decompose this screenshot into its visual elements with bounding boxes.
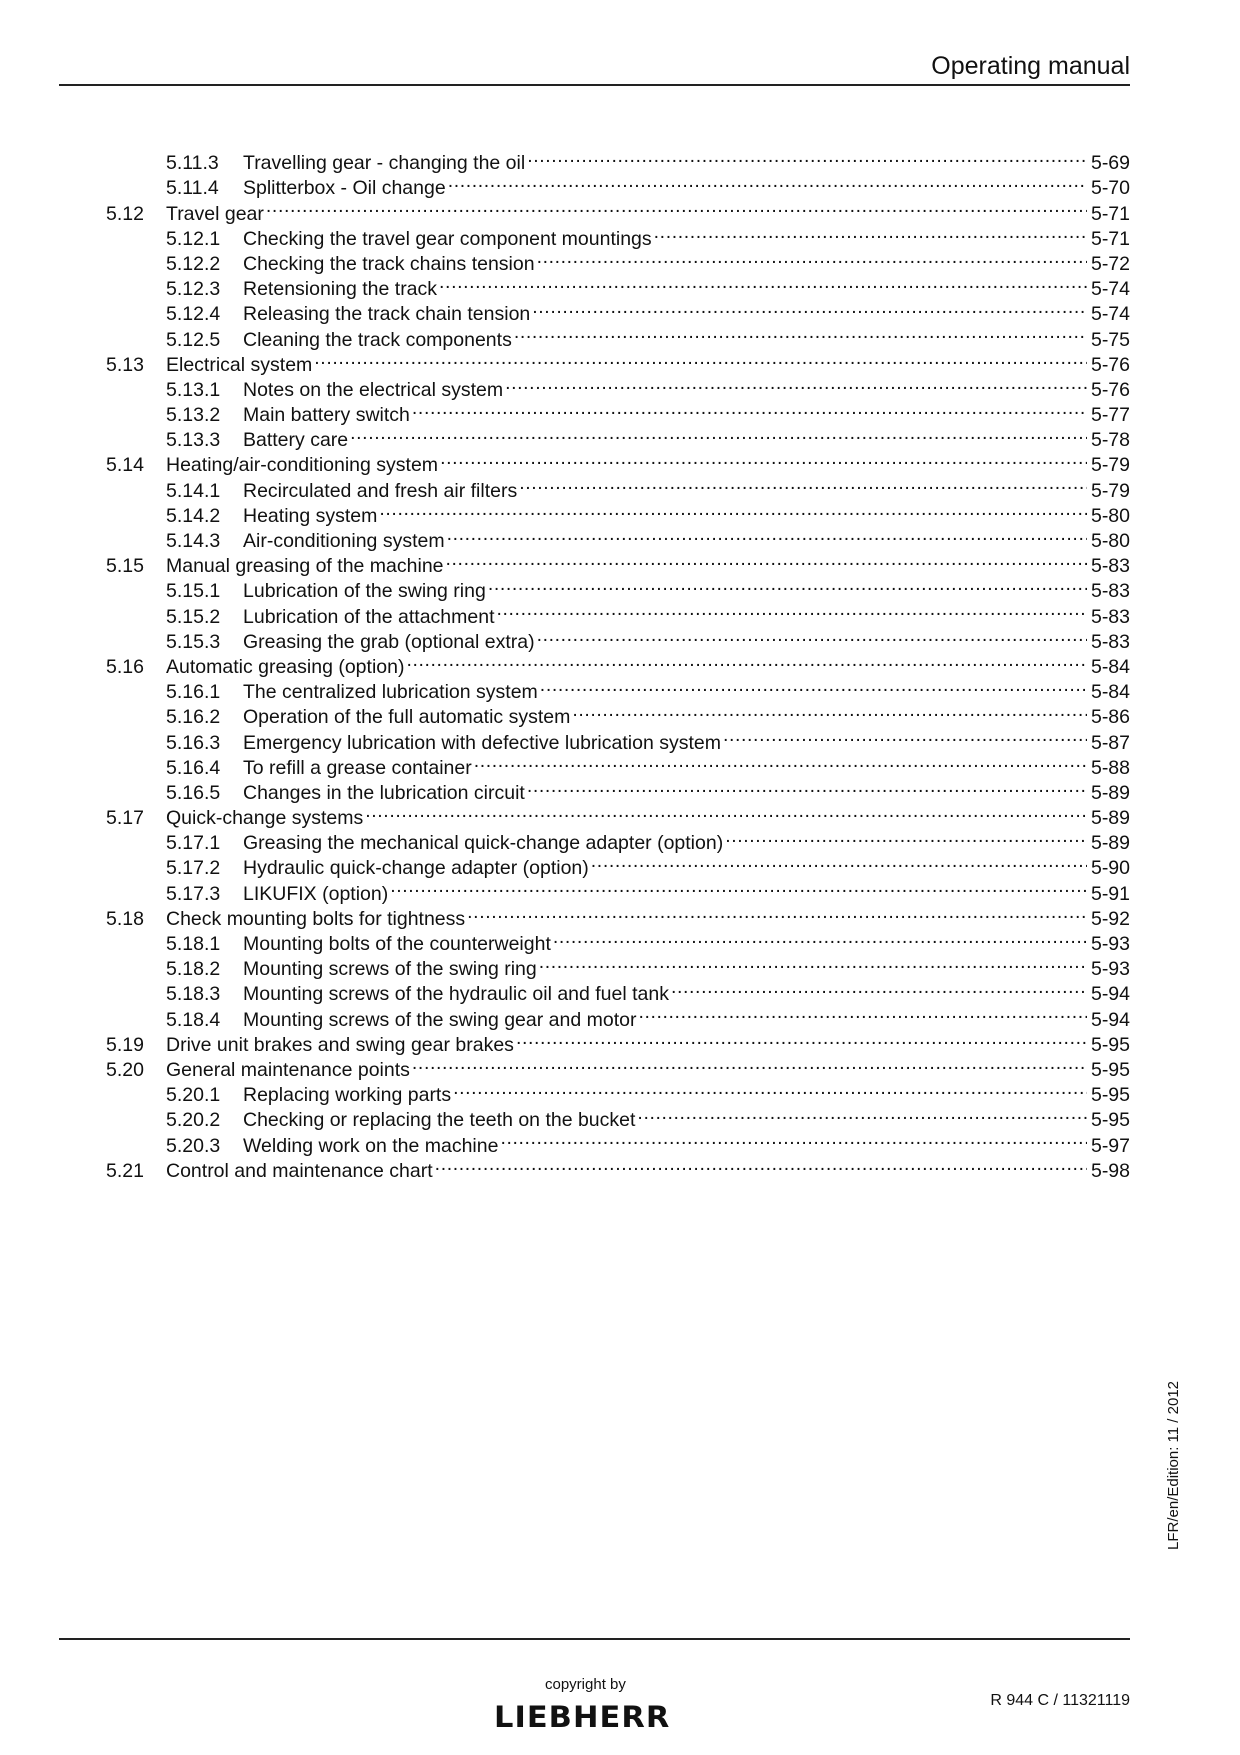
toc-leader-dots	[314, 346, 1087, 371]
toc-entry-number: 5.15.3	[166, 630, 221, 653]
toc-entry[interactable]	[106, 623, 1130, 653]
toc-entry-title: Changes in the lubrication circuit	[243, 781, 525, 804]
toc-entry-number: 5.12.4	[166, 303, 221, 326]
toc-leader-dots	[412, 1051, 1087, 1076]
toc-entry-number: 5.12	[106, 202, 144, 225]
toc-entry-number: 5.17.2	[166, 857, 221, 880]
toc-entry-title: Mounting screws of the hydraulic oil and fuel tank	[243, 983, 669, 1006]
toc-entry-page: 5-75	[1090, 328, 1130, 351]
toc-entry-number: 5.18.1	[166, 933, 221, 955]
toc-entry-page: 5-79	[1090, 479, 1130, 502]
toc-entry-page: 5-95	[1090, 1084, 1130, 1107]
toc-entry-title: Air-conditioning system	[243, 530, 445, 552]
toc-leader-dots	[637, 1101, 1087, 1126]
toc-leader-dots	[446, 547, 1087, 572]
toc-entry-number: 5.13.2	[166, 404, 221, 427]
toc-entry-number: 5.18.2	[166, 958, 221, 981]
toc-entry-number: 5.20.3	[166, 1134, 221, 1157]
toc-entry-number: 5.16	[106, 655, 144, 678]
toc-entry-page: 5-83	[1090, 630, 1130, 653]
toc-leader-dots	[537, 623, 1087, 648]
toc-entry-page: 5-71	[1090, 227, 1130, 250]
toc-entry[interactable]	[106, 547, 1130, 578]
toc-entry-page: 5-91	[1090, 882, 1130, 905]
toc-entry[interactable]	[106, 245, 1130, 275]
toc-entry[interactable]	[106, 1026, 1130, 1056]
toc-entry-number: 5.18.3	[166, 983, 221, 1006]
toc-entry-number: 5.14.2	[166, 504, 221, 527]
toc-entry-page: 5-80	[1090, 504, 1130, 527]
toc-entry-title: Travelling gear - changing the oil	[243, 152, 526, 175]
toc-entry-title: Welding work on the machine	[243, 1134, 499, 1157]
toc-entry[interactable]	[106, 1000, 1130, 1031]
toc-entry-page: 5-84	[1090, 681, 1130, 704]
toc-entry[interactable]	[106, 572, 1130, 603]
toc-entry-page: 5-72	[1090, 252, 1130, 275]
toc-leader-dots	[266, 194, 1087, 219]
toc-entry[interactable]	[106, 1101, 1130, 1132]
toc-entry[interactable]	[106, 799, 1130, 830]
toc-entry-page: 5-69	[1090, 152, 1130, 175]
logo-text: LIEBHERR	[494, 1700, 671, 1734]
toc-entry-title: LIKUFIX (option)	[243, 882, 389, 905]
toc-entry-number: 5.16.4	[166, 756, 221, 779]
toc-entry-page: 5-93	[1090, 958, 1130, 981]
toc-entry-page: 5-95	[1090, 1109, 1130, 1132]
table-of-contents	[106, 144, 1130, 1182]
toc-leader-dots	[440, 446, 1087, 471]
toc-leader-dots	[350, 421, 1087, 446]
toc-leader-dots	[572, 698, 1087, 723]
toc-entry-page: 5-74	[1090, 278, 1130, 301]
toc-entry-title: Greasing the mechanical quick-change adapter (option)	[243, 832, 724, 855]
toc-entry[interactable]	[106, 874, 1130, 905]
toc-entry-number: 5.17.1	[166, 832, 221, 855]
toc-entry-title: Mounting screws of the swing ring	[243, 958, 537, 981]
toc-leader-dots	[379, 497, 1087, 522]
toc-leader-dots	[723, 723, 1087, 748]
toc-entry-number: 5.20.2	[166, 1109, 221, 1132]
toc-entry-number: 5.12.2	[166, 252, 221, 275]
toc-leader-dots	[488, 572, 1087, 597]
toc-entry-page: 5-94	[1090, 983, 1130, 1006]
toc-entry[interactable]	[106, 925, 1130, 955]
toc-entry-page: 5-87	[1090, 731, 1130, 754]
toc-entry-number: 5.12.1	[166, 227, 221, 250]
toc-entry[interactable]	[106, 824, 1130, 855]
toc-leader-dots	[435, 1152, 1087, 1177]
toc-leader-dots	[654, 220, 1087, 245]
toc-entry[interactable]	[106, 497, 1130, 527]
edition-label: LFR/en/Edition: 11 / 2012	[1165, 1381, 1182, 1550]
toc-entry-page: 5-94	[1090, 1008, 1130, 1031]
toc-entry-page: 5-89	[1090, 781, 1130, 804]
toc-entry-number: 5.19	[106, 1033, 144, 1056]
toc-leader-dots	[439, 270, 1087, 295]
toc-entry-number: 5.12.5	[166, 328, 221, 351]
footer-rule	[59, 1638, 1130, 1640]
toc-entry-page: 5-86	[1090, 706, 1130, 729]
toc-entry-number: 5.13	[106, 353, 144, 376]
toc-entry[interactable]	[106, 220, 1130, 250]
toc-entry[interactable]	[106, 522, 1130, 552]
toc-entry-title: Heating system	[243, 504, 378, 527]
toc-entry-page: 5-70	[1090, 177, 1130, 200]
toc-entry-title: General maintenance points	[166, 1058, 410, 1081]
toc-leader-dots	[539, 950, 1087, 975]
toc-entry[interactable]	[106, 1051, 1130, 1081]
toc-entry-page: 5-83	[1090, 555, 1130, 578]
toc-entry-number: 5.18.4	[166, 1008, 221, 1031]
toc-entry-page: 5-90	[1090, 857, 1130, 880]
toc-entry[interactable]	[106, 446, 1130, 477]
toc-entry-number: 5.13.1	[166, 378, 221, 401]
toc-entry[interactable]	[106, 975, 1130, 1006]
toc-entry-title: Check mounting bolts for tightness	[166, 907, 466, 930]
toc-leader-dots	[412, 396, 1087, 421]
toc-entry-title: Greasing the grab (optional extra)	[243, 630, 535, 653]
toc-entry[interactable]	[106, 346, 1130, 376]
toc-leader-dots	[453, 1076, 1087, 1101]
toc-entry-title: Recirculated and fresh air filters	[243, 479, 518, 502]
toc-entry-title: To refill a grease container	[243, 756, 472, 779]
toc-leader-dots	[467, 900, 1087, 925]
toc-entry-number: 5.15.2	[166, 605, 221, 628]
toc-entry[interactable]	[106, 471, 1130, 502]
toc-entry-title: Control and maintenance chart	[166, 1159, 433, 1182]
toc-leader-dots	[497, 597, 1087, 622]
toc-entry-number: 5.14.1	[166, 479, 221, 502]
toc-leader-dots	[505, 371, 1087, 396]
toc-leader-dots	[365, 799, 1087, 824]
toc-entry[interactable]	[106, 648, 1130, 678]
toc-entry-number: 5.13.3	[166, 429, 221, 452]
toc-entry-number: 5.14.3	[166, 530, 221, 552]
toc-leader-dots	[540, 673, 1087, 698]
toc-entry-page: 5-76	[1090, 353, 1130, 376]
toc-entry-page: 5-77	[1090, 404, 1130, 427]
toc-entry-title: Operation of the full automatic system	[243, 706, 571, 729]
toc-leader-dots	[638, 1000, 1087, 1025]
toc-entry-page: 5-98	[1090, 1159, 1130, 1182]
toc-entry-title: Quick-change systems	[166, 807, 364, 830]
toc-leader-dots	[527, 774, 1087, 799]
toc-entry-page: 5-76	[1090, 378, 1130, 401]
toc-entry-page: 5-83	[1090, 605, 1130, 628]
toc-entry-title: Manual greasing of the machine	[166, 555, 444, 578]
toc-entry-number: 5.21	[106, 1159, 144, 1182]
toc-leader-dots	[390, 874, 1087, 899]
toc-entry-page: 5-95	[1090, 1058, 1130, 1081]
toc-entry-number: 5.16.2	[166, 706, 221, 729]
toc-entry-title: Travel gear	[166, 202, 264, 225]
toc-entry-title: Hydraulic quick-change adapter (option)	[243, 857, 589, 880]
toc-entry-number: 5.16.3	[166, 731, 221, 754]
toc-entry[interactable]	[106, 421, 1130, 452]
toc-entry[interactable]	[106, 698, 1130, 729]
toc-entry-page: 5-71	[1090, 202, 1130, 225]
toc-entry-title: Battery care	[243, 429, 349, 452]
toc-entry-number: 5.15.1	[166, 580, 221, 603]
toc-entry-number: 5.12.3	[166, 278, 221, 301]
toc-entry[interactable]	[106, 950, 1130, 981]
toc-entry-title: Drive unit brakes and swing gear brakes	[166, 1033, 514, 1056]
toc-leader-dots	[514, 320, 1087, 345]
toc-leader-dots	[532, 295, 1087, 320]
toc-entry-title: Retensioning the track	[243, 278, 438, 301]
toc-entry[interactable]	[106, 194, 1130, 225]
toc-entry[interactable]	[106, 774, 1130, 804]
toc-entry-title: Emergency lubrication with defective lubrication system	[243, 731, 721, 754]
toc-entry-title: Mounting bolts of the counterweight	[243, 933, 551, 955]
toc-leader-dots	[516, 1026, 1087, 1051]
toc-entry-number: 5.11.3	[166, 152, 219, 175]
toc-entry-page: 5-79	[1090, 454, 1130, 477]
toc-entry[interactable]	[106, 1076, 1130, 1107]
toc-entry[interactable]	[106, 673, 1130, 704]
toc-entry[interactable]	[106, 144, 1130, 175]
toc-entry-number: 5.11.4	[166, 177, 219, 200]
toc-leader-dots	[519, 471, 1087, 496]
toc-entry-number: 5.16.1	[166, 681, 221, 704]
toc-entry-page: 5-78	[1090, 429, 1130, 452]
toc-entry-number: 5.17	[106, 807, 144, 830]
toc-entry[interactable]	[106, 1126, 1130, 1157]
toc-entry-number: 5.18	[106, 907, 144, 930]
header-rule	[59, 84, 1130, 86]
toc-leader-dots	[500, 1126, 1087, 1151]
liebherr-logo	[494, 1702, 690, 1732]
toc-entry-title: Automatic greasing (option)	[166, 655, 405, 678]
toc-entry-page: 5-93	[1090, 933, 1130, 955]
toc-entry-title: Notes on the electrical system	[243, 378, 504, 401]
toc-entry-number: 5.20	[106, 1058, 144, 1081]
toc-entry-title: Checking the track chains tension	[243, 252, 535, 275]
toc-entry[interactable]	[106, 849, 1130, 880]
toc-leader-dots	[725, 824, 1087, 849]
toc-entry-number: 5.16.5	[166, 781, 221, 804]
toc-entry-title: Checking the travel gear component mountings	[243, 227, 652, 250]
toc-leader-dots	[474, 749, 1087, 774]
page-title: Operating manual	[931, 52, 1130, 80]
toc-entry-title: Splitterbox - Oil change	[243, 177, 446, 200]
toc-entry[interactable]	[106, 270, 1130, 301]
toc-entry[interactable]	[106, 1152, 1130, 1182]
toc-entry-number: 5.20.1	[166, 1084, 221, 1107]
toc-entry-title: Checking or replacing the teeth on the bucket	[243, 1109, 636, 1132]
toc-entry[interactable]	[106, 295, 1130, 326]
toc-entry-title: Electrical system	[166, 353, 313, 376]
toc-entry-page: 5-89	[1090, 832, 1130, 855]
toc-entry-title: Mounting screws of the swing gear and motor	[243, 1008, 637, 1031]
toc-entry[interactable]	[106, 723, 1130, 754]
toc-entry[interactable]	[106, 320, 1130, 351]
toc-leader-dots	[537, 245, 1087, 270]
toc-leader-dots	[553, 925, 1087, 950]
toc-leader-dots	[447, 522, 1087, 547]
toc-entry-page: 5-88	[1090, 756, 1130, 779]
toc-entry-page: 5-97	[1090, 1134, 1130, 1157]
toc-leader-dots	[671, 975, 1087, 1000]
toc-entry-title: Lubrication of the attachment	[243, 605, 495, 628]
toc-entry-page: 5-83	[1090, 580, 1130, 603]
toc-leader-dots	[527, 144, 1087, 169]
toc-entry-page: 5-80	[1090, 530, 1130, 552]
toc-leader-dots	[448, 169, 1087, 194]
toc-entry[interactable]	[106, 900, 1130, 930]
toc-entry[interactable]	[106, 371, 1130, 401]
toc-entry-title: Cleaning the track components	[243, 328, 512, 351]
document-id: R 944 C / 11321119	[990, 1692, 1130, 1709]
toc-entry-title: Main battery switch	[243, 404, 410, 427]
toc-entry[interactable]	[106, 396, 1130, 427]
toc-entry-page: 5-92	[1090, 907, 1130, 930]
toc-entry-number: 5.15	[106, 555, 144, 578]
toc-entry-page: 5-84	[1090, 655, 1130, 678]
toc-entry-title: The centralized lubrication system	[243, 681, 538, 704]
toc-entry-title: Replacing working parts	[243, 1084, 452, 1107]
toc-entry[interactable]	[106, 597, 1130, 628]
toc-entry-title: Lubrication of the swing ring	[243, 580, 486, 603]
toc-entry-page: 5-95	[1090, 1033, 1130, 1056]
toc-entry-number: 5.17.3	[166, 882, 221, 905]
toc-entry-title: Heating/air-conditioning system	[166, 454, 439, 477]
toc-entry-number: 5.14	[106, 454, 144, 477]
toc-entry[interactable]	[106, 749, 1130, 779]
toc-entry-page: 5-89	[1090, 807, 1130, 830]
toc-leader-dots	[591, 849, 1087, 874]
toc-entry[interactable]	[106, 169, 1130, 200]
copyright-text: copyright by	[545, 1676, 626, 1693]
toc-entry-page: 5-74	[1090, 303, 1130, 326]
toc-entry-title: Releasing the track chain tension	[243, 303, 531, 326]
toc-leader-dots	[406, 648, 1087, 673]
